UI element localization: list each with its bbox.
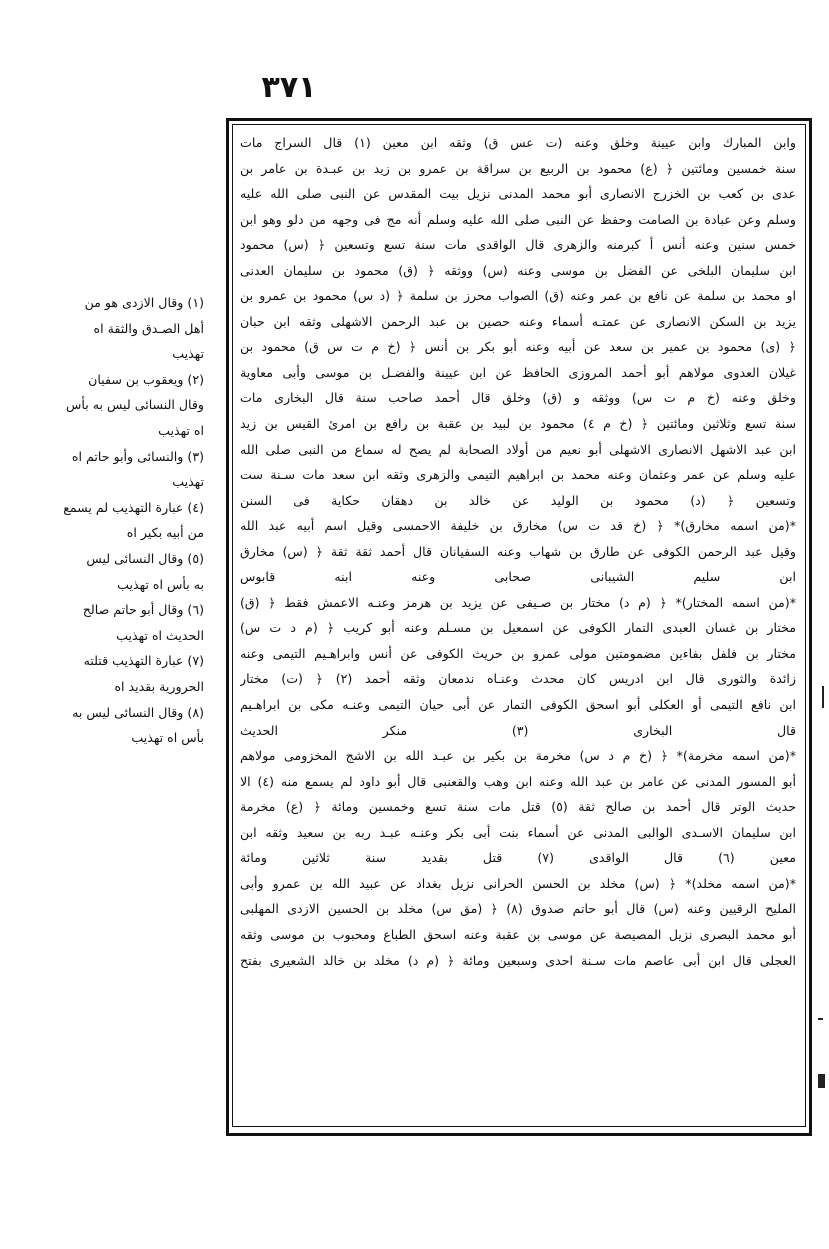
main-text-line: ابن نافع التيمى أو العكلى أبو اسحق الكوفى التمار عن أبى حيان التيمى وعنـه مكى بن ابراهـيم [240,697,796,713]
footnote-line: (٥) وقال النسائى ليس [86,550,204,566]
footnote-line: (٦) وقال أبو حاتم صالح [82,602,204,618]
main-text-line: وقيل عبد الرحمن الكوفى عن طارق بن شهاب وعنه السفيانان قال أحمد ثقة ثقة ﴿ (س) مخارق [240,543,796,559]
footnote-line: تهذيب [172,474,204,490]
main-text-line: العجلى قال ابن أبى عاصم مات سـنة احدى وسبعين ومائة ﴿ (م د) مخلد بن خالد الشعيرى بفتح [240,952,796,968]
main-text-line: *(من اسمه مخلد)* ﴿ (س) مخلد بن الحسن الحرانى نزيل بغداد عن عبيد الله بن عمرو وأبى [240,875,796,891]
main-text-line: *(من اسمه مخرمة)* ﴿ (خ م د س) مخرمة بن بكير بن عبـد الله بن الاشج المخزومى مولاهم [240,748,796,764]
main-text-line: ابن سليمان الاسـدى الوالبى المدنى عن أسماء بنت أبى بكر وعنـه عبـد ربه بن سعيد وثقه ابن [240,824,796,840]
main-text-line: وتسعين ﴿ (د) محمود بن الوليد عن خالد بن دهقان حكاية فى السنن [240,492,796,508]
main-text-line: معين (٦) قال الواقدى (٧) قتل بقديد سنة ثلاثين ومائة [240,850,796,866]
scan-artifact-mark [822,686,824,708]
main-text-line: وسلم وعن عبادة بن الصامت وحفظ عن النبى صلى الله عليه وسلم أنه مج فى وجهه من دلو وهو ابن [240,211,796,227]
footnote-line: به بأس اه تهذيب [117,576,204,592]
main-text-line: *(من اسمه مخارق)* ﴿ (خ قد ت س) مخارق بن خليفة الاحمسى وقيل اسم أبيه عبد الله [240,518,796,534]
main-text-line: أبو محمد البصرى نزيل المصيصة عن موسى بن عقبة وعنه اسحق الطباع ومحبوب بن موسى وثقه [240,926,796,942]
main-text-block [240,130,796,1120]
main-text-line: وخلق وعنه (خ م ت س) ووثقه و (ق) وخلق قال أحمد صاحب سنة قال البخارى مات [240,390,796,406]
main-text-line: خمس سنين وعنه أنس أ كبرمنه والزهرى قال الواقدى مات سنة تسع وتسعين ﴿ (س) محمود [240,237,796,253]
scan-artifact-mark [818,1074,825,1088]
margin-footnotes [8,290,204,751]
main-text-line: عدى بن كعب بن الخزرج الانصارى أبو محمد المدنى نزيل بيت المقدس عن النبى صلى الله عليه [240,186,796,202]
main-text-line: سنة خمسين ومائتين ﴿ (ع) محمود بن الربيع بن سراقة بن عمرو بن زيد بن عبـدة بن عامر بن [240,160,796,176]
main-text-line: عليه وسلم عن عمر وعثمان وعنه محمد بن ابراهيم التيمى والزهرى وثقه ابن سعد مات سـنة ست [240,467,796,483]
footnote-line: أهل الصـدق والثقة اه [93,320,204,336]
main-text-line: ابن سليمان البلخى عن الفضل بن موسى وعنه (س) ووثقه ﴿ (ق) محمود بن سليمان العدنى [240,262,796,278]
main-text-line: قال البخارى (٣) منكر الحديث [240,722,796,738]
main-text-line: حديث الوتر قال أحمد بن صالح ثقة (٥) قتل مات سنة تسع وخمسين ومائة ﴿ (ع) مخرمة [240,799,796,815]
page-number: ٣٧١ [261,70,317,105]
footnote-line: (٢) ويعقوب بن سفيان [88,371,204,387]
main-text-line: غيلان العدوى مولاهم أبو أحمد المروزى الحافظ عن ابن عيينة والفضـل بن موسى وأبى معاوية [240,364,796,380]
footnote-line: تهذيب [172,346,204,362]
scan-artifact-mark [818,1018,823,1020]
footnote-line: (٧) عبارة التهذيب قتلته [83,653,204,669]
footnote-line: اه تهذيب [158,422,204,438]
main-text-line: المليح الرقيين وعنه (س) قال أبو حاتم صدوق (٨) ﴿ (مق س) مخلد بن الحسين الازدى المهلبى [240,901,796,917]
main-text-line: يزيد بن السكن الانصارى عن عمتـه أسماء وعنه حصين بن عبد الرحمن الاشهلى وثقه ابن حبان [240,313,796,329]
main-text-line: ابن سليم الشيبانى صحابى وعنه ابنه قابوس [240,569,796,585]
main-text-line: أبو المسور المدنى عن عامر بن عبد الله وعنه ابن وهب والقعنبى قال أبو داود لم يسمع منه (٤) الا [240,773,796,789]
main-text-line: زائدة والثورى قال ابن ادريس كان محدث وعنـاه ندمعان وثقه أحمد (٢) ﴿ (ت) مختار [240,671,796,687]
footnote-line: وقال النسائى ليس به بأس [66,397,204,413]
footnote-line: (٣) والنسائى وأبو حاتم اه [71,448,204,464]
footnote-line: (١) وقال الازدى هو من [84,295,204,310]
main-text-line: سنة تسع وثلاثين ومائتين ﴿ (خ م ٤) محمود بن لبيد بن عقبة بن رافع بن امرئ القيس بن زيد [240,416,796,432]
footnote-line: (٤) عبارة التهذيب لم يسمع [63,499,204,515]
main-text-line: وابن المبارك وابن عيينة وخلق وعنه (ت عس ق) وثقه ابن معين (١) قال السراج مات [240,135,796,150]
footnote-line: بأس اه تهذيب [131,730,204,746]
main-text-line: مختار بن غسان العبدى التمار الكوفى عن اسمعيل بن مسـلم وعنه أبو كريب ﴿ (م د ت س) [240,620,796,636]
footnote-line: من أبيه بكير اه [126,525,204,541]
footnote-line: (٨) وقال النسائى ليس به [72,704,204,720]
footnote-line: الحرورية بقديد اه [114,678,204,694]
main-text-line: او محمد بن سلمة عن نافع بن عمر وعنه (ق) الصواب محرز بن سلمة ﴿ (د س) محمود بن عمرو بن [240,288,796,304]
footnote-line: الحديث اه تهذيب [116,627,204,643]
main-text-line: مختار بن فلفل بفاءين مضمومتين مولى عمرو بن حريث الكوفى عن أنس وابراهـيم التيمى وعنه [240,645,796,661]
main-text-line: ﴿ (ى) محمود بن عمير بن سعد عن أبيه وعنه أبو بكر بن أنس ﴿ (خ م ت س ق) محمود بن [240,339,796,355]
main-text-line: *(من اسمه المختار)* ﴿ (م د) مختار بن صـيفى عن يزيد بن هرمز وعنـه الاعمش فقط ﴿ (ق) [240,594,796,610]
main-text-line: ابن عبد الاشهل الانصارى الاشهلى أبو نعيم من أولاد الصحابة لم يصح له سماع من النبى صلى الله [240,441,796,457]
